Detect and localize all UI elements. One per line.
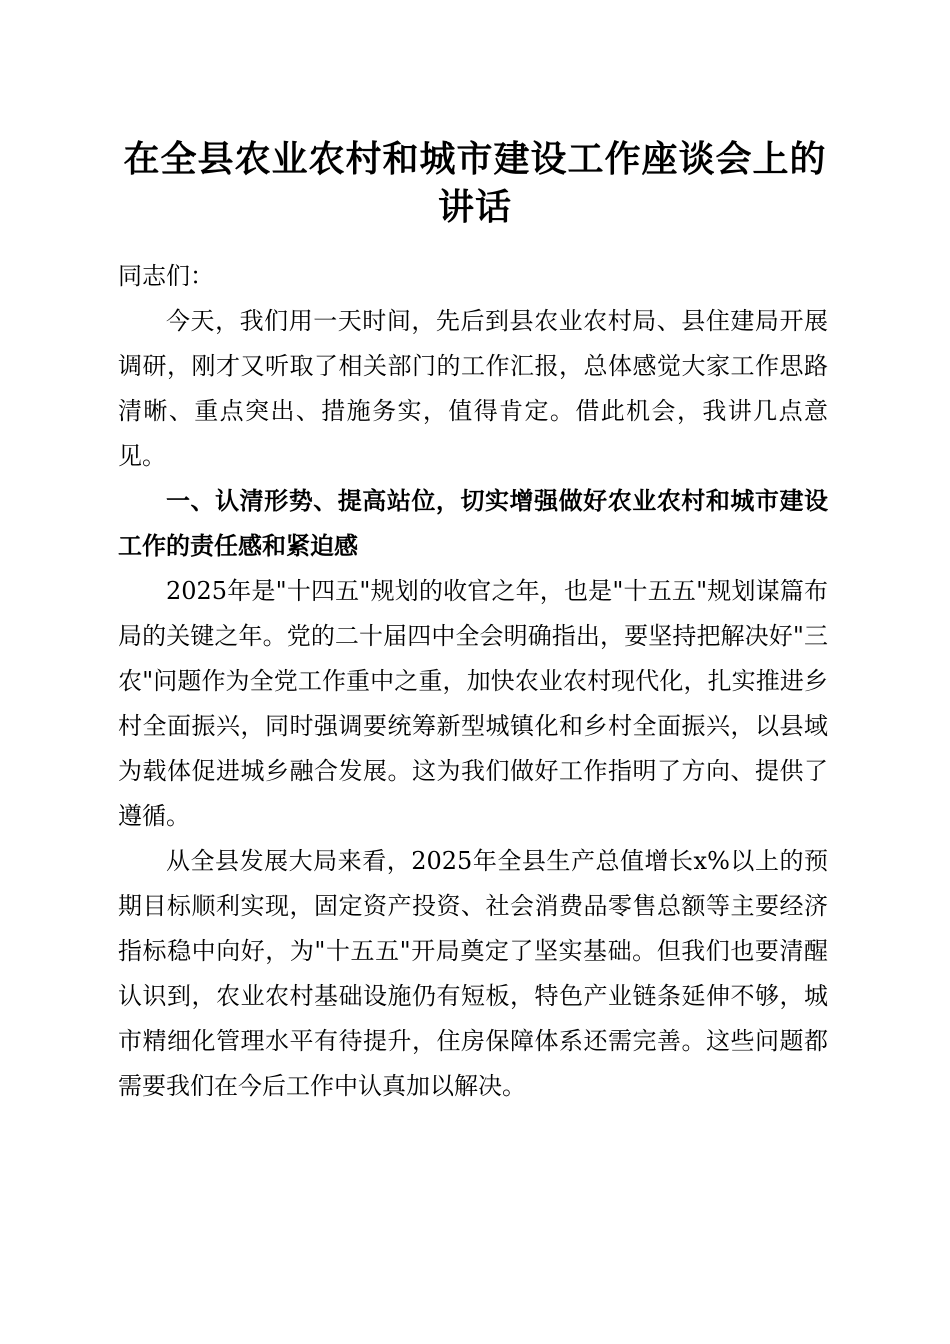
- paragraph-situation: 2025年是"十四五"规划的收官之年，也是"十五五"规划谋篇布局的关键之年。党的二十届四中全会明确指出，要坚持把解决好"三农"问题作为全党工作重中之重，加快农业农村现代化，扎实推进乡村全面振兴，同时强调要统筹新型城镇化和乡村全面振兴，以县域为载体促进城乡融合发展。这为我们做好工作指明了方向、提供了遵循。: [118, 577, 828, 830]
- paragraph-county-overview: 从全县发展大局来看，2025年全县生产总值增长x%以上的预期目标顺利实现，固定资产投资、社会消费品零售总额等主要经济指标稳中向好，为"十五五"开局奠定了坚实基础。但我们也要清醒认识到，农业农村基础设施仍有短板，特色产业链条延伸不够，城市精细化管理水平有待提升，住房保障体系还需完善。这些问题都需要我们在今后工作中认真加以解决。: [118, 847, 828, 1100]
- paragraph-intro: 今天，我们用一天时间，先后到县农业农村局、县住建局开展调研，刚才又听取了相关部门的工作汇报，总体感觉大家工作思路清晰、重点突出、措施务实，值得肯定。借此机会，我讲几点意见。: [118, 307, 828, 470]
- salutation: 同志们：: [118, 262, 214, 290]
- document-body: [118, 254, 828, 1109]
- section-heading-1: 一、认清形势、提高站位，切实增强做好农业农村和城市建设工作的责任感和紧迫感: [118, 487, 828, 560]
- document-title: 在全县农业农村和城市建设工作座谈会上的讲话: [123, 138, 827, 228]
